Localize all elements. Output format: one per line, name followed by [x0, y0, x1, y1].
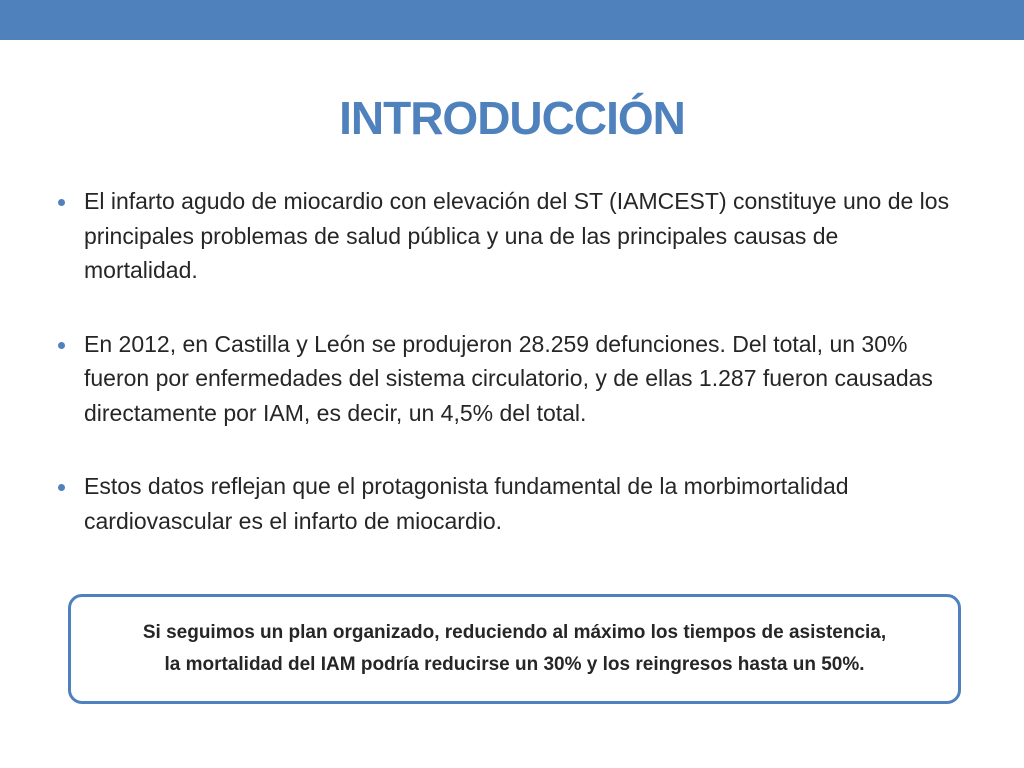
callout-box: [68, 594, 961, 704]
bullet-item: [58, 184, 958, 288]
bullet-dot-icon: [58, 484, 65, 491]
bullet-text: Estos datos reflejan que el protagonista fundamental de la morbimortalidad cardiovascular es el infarto de miocardio.: [84, 473, 849, 534]
bullet-text: El infarto agudo de miocardio con elevación del ST (IAMCEST) constituye uno de los principales problemas de salud pública y una de las principales causas de mortalidad.: [84, 188, 950, 283]
bullet-dot-icon: [58, 342, 65, 349]
slide-title: INTRODUCCIÓN: [339, 92, 685, 144]
header-bar: [0, 0, 1024, 40]
bullet-text: En 2012, en Castilla y León se produjeron 28.259 defunciones. Del total, un 30% fueron por enfermedades del sistema circulatorio, y de ellas 1.287 fueron causadas directamente por IAM, es decir, un 4,5% del total.: [84, 330, 933, 426]
bullet-dot-icon: [58, 199, 65, 206]
bullet-item: [58, 469, 958, 538]
bullet-item: [58, 327, 958, 431]
callout-text: [75, 617, 955, 681]
callout-line-2: la mortalidad del IAM podría reducirse un 30% y los reingresos hasta un 50%.: [164, 654, 865, 675]
callout-line-1: Si seguimos un plan organizado, reduciendo al máximo los tiempos de asistencia,: [142, 622, 887, 643]
bullet-list: [58, 184, 958, 577]
